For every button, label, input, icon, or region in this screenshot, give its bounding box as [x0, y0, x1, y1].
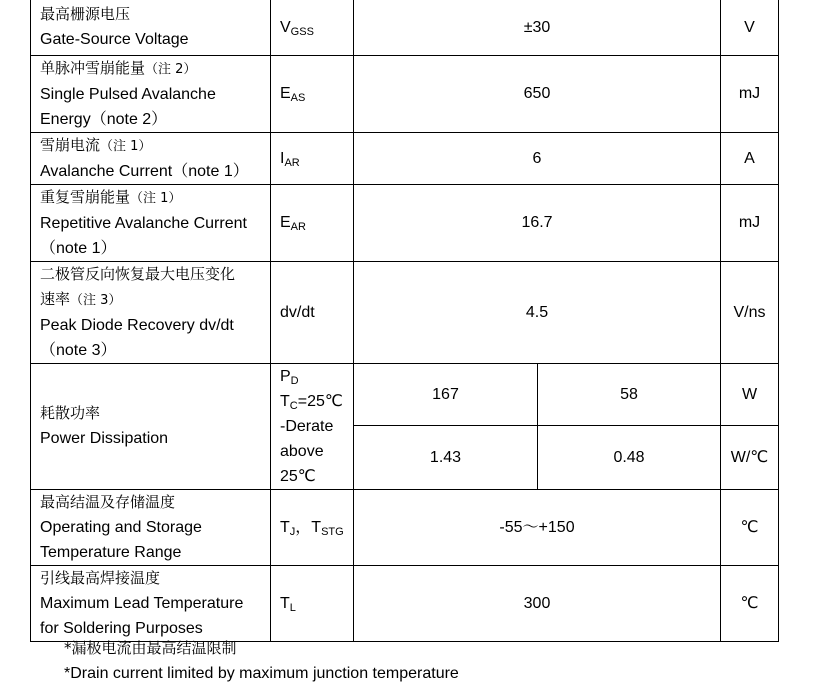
symbol-cell [271, 55, 354, 132]
value-cell: 300 [354, 565, 721, 641]
parameter-name-en-line1: Repetitive Avalanche Current [40, 214, 247, 232]
parameter-cell [31, 489, 271, 565]
parameter-name-zh: 最高栅源电压 [40, 5, 131, 24]
parameter-name-zh: 引线最高焊接温度 [40, 568, 161, 587]
symbol-subscript: GSS [290, 25, 314, 38]
value-cell: 4.5 [354, 261, 721, 363]
symbol-main: T [311, 518, 322, 536]
unit-cell: W/℃ [721, 425, 779, 489]
symbol-subscript: STG [321, 525, 344, 538]
parameter-name-zh: 雪崩电流 [40, 135, 101, 154]
parameter-cell [31, 363, 271, 489]
footnote-en: *Drain current limited by maximum junction temperature [64, 665, 459, 682]
symbol-separator: ， [295, 518, 312, 536]
value-cell-a: 1.43 [354, 425, 538, 489]
parameter-cell [31, 55, 271, 132]
parameter-name-en: Gate-Source Voltage [40, 31, 189, 49]
symbol-cell [271, 0, 354, 55]
condition-value: =25℃ [297, 392, 343, 410]
symbol-subscript: AS [290, 92, 306, 104]
symbol-cell: dv/dt [271, 261, 354, 363]
parameter-name-zh-line2: 速率 [40, 289, 71, 308]
value-cell-b: 58 [538, 363, 721, 425]
unit-cell: V [721, 0, 779, 55]
symbol-cell [271, 489, 354, 565]
condition-main: T [280, 392, 290, 410]
parameter-name-en-line1: Operating and Storage [40, 518, 202, 536]
symbol-subscript: D [290, 374, 299, 387]
parameter-name-en-line2: （note 3） [40, 341, 117, 359]
unit-cell: ℃ [721, 565, 779, 641]
table-row [31, 55, 779, 132]
parameter-note-zh: （注 3） [70, 292, 122, 308]
unit-cell: mJ [721, 55, 779, 132]
footnotes [64, 636, 459, 686]
symbol-cell [271, 132, 354, 184]
table-row [31, 0, 779, 55]
parameter-cell [31, 565, 271, 641]
symbol-cell [271, 363, 354, 489]
symbol-main: P [280, 367, 291, 385]
footnote-zh: *漏极电流由最高结温限制 [64, 639, 237, 657]
symbol-subscript: L [289, 601, 296, 614]
parameter-note-zh: （注 1） [130, 190, 182, 206]
symbol-main: V [280, 18, 291, 36]
parameter-cell [31, 0, 271, 55]
symbol-main: T [280, 594, 290, 612]
parameter-name-en-line2: for Soldering Purposes [40, 619, 203, 637]
parameter-name-zh-line1: 二极管反向恢复最大电压变化 [40, 264, 236, 283]
value-cell-b: 0.48 [538, 425, 721, 489]
table-row [31, 132, 779, 184]
unit-cell: A [721, 132, 779, 184]
parameter-name-en: Power Dissipation [40, 430, 169, 447]
parameter-note-zh: （注 2） [145, 61, 197, 77]
symbol-main: E [280, 85, 291, 102]
parameter-cell [31, 132, 271, 184]
parameter-name-en-line2: Temperature Range [40, 543, 182, 561]
derate-line3: 25℃ [280, 467, 316, 485]
parameter-cell [31, 261, 271, 363]
parameter-name-en-line2: （note 1） [40, 239, 117, 257]
table-row [31, 184, 779, 261]
symbol-subscript: AR [284, 156, 300, 169]
parameter-name-zh: 最高结温及存储温度 [40, 492, 176, 511]
symbol-main: T [280, 518, 290, 536]
table-row [31, 489, 779, 565]
symbol-main: E [280, 214, 291, 231]
parameter-name-en-line1: Maximum Lead Temperature [40, 594, 244, 612]
value-cell: ±30 [354, 0, 721, 55]
derate-line2: above [280, 442, 324, 460]
unit-cell: V/ns [721, 261, 779, 363]
unit-cell: W [721, 363, 779, 425]
table-row [31, 363, 779, 425]
value-cell: 650 [354, 55, 721, 132]
absolute-maximum-ratings-table [30, 0, 779, 642]
symbol-subscript: J [289, 525, 296, 538]
parameter-name-en-line2: Energy（note 2） [40, 110, 168, 128]
condition-subscript: C [289, 399, 298, 412]
parameter-name-zh: 重复雪崩能量 [40, 187, 131, 206]
unit-cell: ℃ [721, 489, 779, 565]
parameter-cell [31, 184, 271, 261]
parameter-name-en-line1: Single Pulsed Avalanche [40, 85, 216, 103]
parameter-name-en-line1: Peak Diode Recovery dv/dt [40, 316, 234, 334]
parameter-name-zh: 单脉冲雪崩能量 [40, 58, 146, 77]
parameter-note-zh: （注 1） [100, 138, 152, 154]
parameter-name-zh: 耗散功率 [40, 404, 101, 422]
symbol-cell [271, 184, 354, 261]
value-cell: 6 [354, 132, 721, 184]
value-cell: -55～+150 [354, 489, 721, 565]
unit-cell: mJ [721, 184, 779, 261]
symbol-cell [271, 565, 354, 641]
table-row [31, 565, 779, 641]
value-cell: 16.7 [354, 184, 721, 261]
symbol-main: I [280, 149, 285, 167]
parameter-name-en: Avalanche Current（note 1） [40, 162, 249, 180]
value-cell-a: 167 [354, 363, 538, 425]
derate-line1: -Derate [280, 417, 334, 435]
symbol-subscript: AR [290, 221, 306, 233]
table-row [31, 261, 779, 363]
